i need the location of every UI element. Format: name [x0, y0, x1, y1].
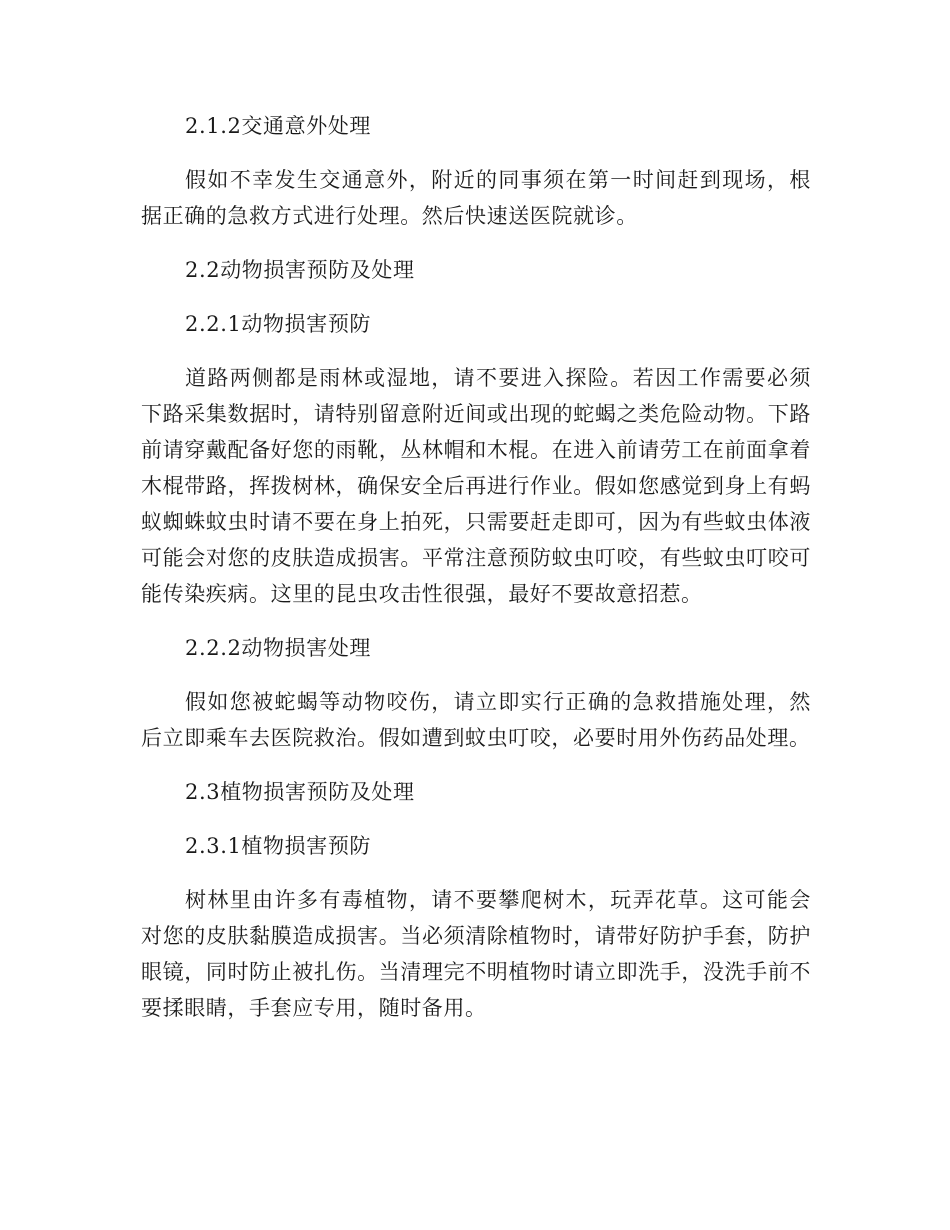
section-heading-2-2: 2.2动物损害预防及处理 [185, 258, 415, 282]
section-heading-2-2-1: 2.2.1动物损害预防 [185, 312, 372, 336]
section-heading-2-1-2: 2.1.2交通意外处理 [185, 114, 372, 138]
section-heading-2-3: 2.3植物损害预防及处理 [185, 780, 415, 804]
section-heading-2-2-2: 2.2.2动物损害处理 [185, 636, 372, 660]
paragraph-plant-prevention: 树林里由许多有毒植物，请不要攀爬树木，玩弄花草。这可能会对您的皮肤黏膜造成损害。当必须清除植物时，请带好防护手套，防护眼镜，同时防止被扎伤。当清理完不明植物时请立即洗手，没洗手前不要揉眼睛，手套应专用，随时备用。 [141, 888, 811, 1020]
section-heading-2-3-1: 2.3.1植物损害预防 [185, 834, 372, 858]
document-body [141, 108, 811, 1044]
paragraph-animal-prevention: 道路两侧都是雨林或湿地，请不要进入探险。若因工作需要必须下路采集数据时，请特别留意附近间或出现的蛇蝎之类危险动物。下路前请穿戴配备好您的雨靴，丛林帽和木棍。在进入前请劳工在前面拿着木棍带路，挥拨树林，确保安全后再进行作业。假如您感觉到身上有蚂蚁蜘蛛蚊虫时请不要在身上拍死，只需要赶走即可，因为有些蚊虫体液可能会对您的皮肤造成损害。平常注意预防蚊虫叮咬，有些蚊虫叮咬可能传染疾病。这里的昆虫攻击性很强，最好不要故意招惹。 [141, 366, 811, 606]
paragraph-animal-treatment: 假如您被蛇蝎等动物咬伤，请立即实行正确的急救措施处理，然后立即乘车去医院救治。假如遭到蚊虫叮咬，必要时用外伤药品处理。 [141, 690, 811, 750]
paragraph-traffic-accident: 假如不幸发生交通意外，附近的同事须在第一时间赶到现场，根据正确的急救方式进行处理。然后快速送医院就诊。 [141, 168, 811, 228]
